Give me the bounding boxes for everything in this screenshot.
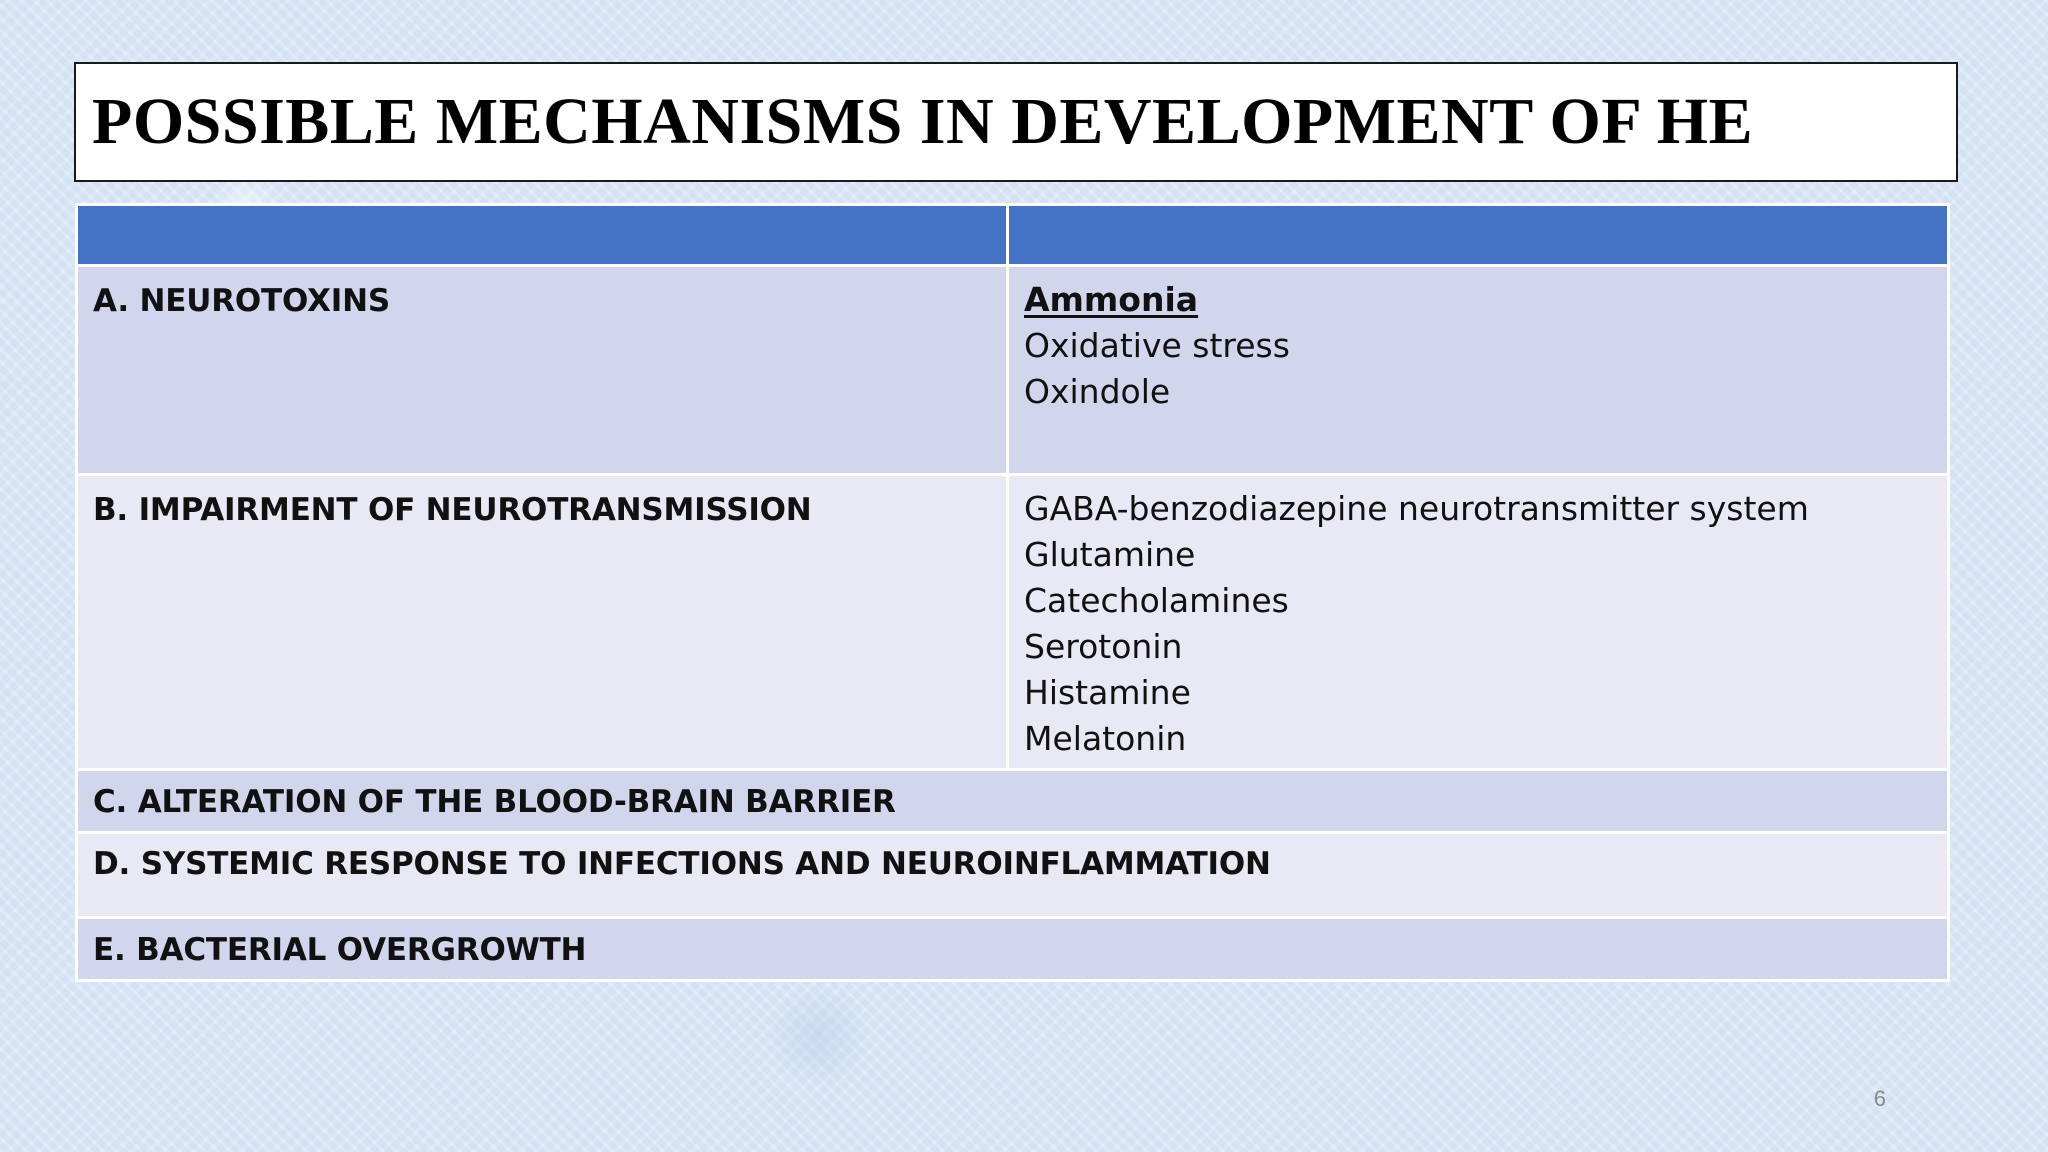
table-header-cell-1 xyxy=(77,205,1008,266)
category-cell xyxy=(77,266,1008,475)
items-cell xyxy=(1008,266,1949,475)
category-cell xyxy=(77,475,1008,770)
page-number: 6 xyxy=(1873,1086,1886,1111)
table-row xyxy=(77,833,1949,918)
category-cell xyxy=(77,918,1949,981)
list-item: Serotonin xyxy=(1024,627,1183,666)
items-cell xyxy=(1008,475,1949,770)
mechanisms-table xyxy=(75,203,1950,982)
table-row xyxy=(77,266,1949,475)
category-cell xyxy=(77,770,1949,833)
category-label: C. ALTERATION OF THE BLOOD-BRAIN BARRIER xyxy=(93,783,896,820)
category-label: B. IMPAIRMENT OF NEUROTRANSMISSION xyxy=(93,492,812,528)
list-item: Catecholamines xyxy=(1024,581,1289,620)
list-item: Ammonia xyxy=(1024,280,1199,319)
list-item: Histamine xyxy=(1024,673,1191,712)
list-item: Oxidative stress xyxy=(1024,326,1290,365)
category-label: E. BACTERIAL OVERGROWTH xyxy=(93,931,587,968)
list-item: Glutamine xyxy=(1024,535,1196,574)
category-label: D. SYSTEMIC RESPONSE TO INFECTIONS AND NEUROINFLAMMATION xyxy=(93,846,1271,882)
list-item: Melatonin xyxy=(1024,719,1187,758)
table-row xyxy=(77,475,1949,770)
slide-title: POSSIBLE MECHANISMS IN DEVELOPMENT OF HE xyxy=(92,85,1754,158)
list-item: Oxindole xyxy=(1024,372,1171,411)
title-box xyxy=(74,62,1958,182)
table-row xyxy=(77,918,1949,981)
table-header-row xyxy=(77,205,1949,266)
category-label: A. NEUROTOXINS xyxy=(93,283,390,319)
category-cell xyxy=(77,833,1949,918)
list-item: GABA-benzodiazepine neurotransmitter system xyxy=(1024,489,1809,528)
table-row xyxy=(77,770,1949,833)
table-header-cell-2 xyxy=(1008,205,1949,266)
